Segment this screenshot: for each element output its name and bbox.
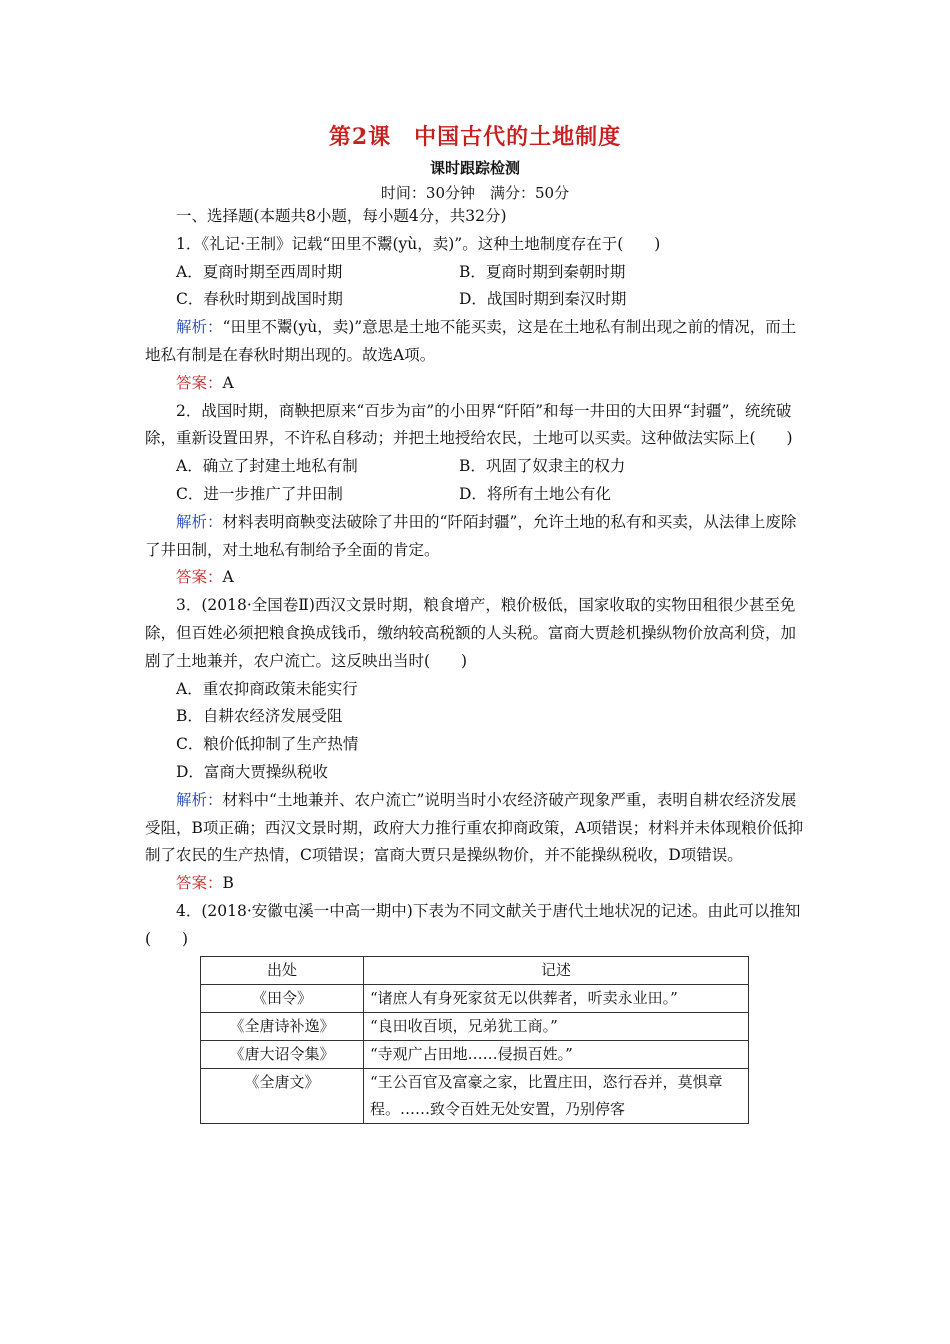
q1-analysis bbox=[145, 314, 810, 370]
answer-label: 答案： bbox=[176, 373, 223, 392]
table-cell-record: “诸庶人有身死家贫无以供葬者，听卖永业田。” bbox=[364, 984, 749, 1012]
q1-stem: 1．《礼记·王制》记载“田里不鬻(yù，卖)”。这种土地制度存在于( ) bbox=[176, 234, 661, 253]
lesson-title: 第2课 中国古代的土地制度 bbox=[328, 124, 622, 150]
q2-analysis-text: 材料表明商鞅变法破除了井田的“阡陌封疆”，允许土地的私有和买卖，从法律上废除了井田制，对土地私有制给予全面的肯定。 bbox=[145, 512, 797, 559]
q2-answer-value: A bbox=[222, 568, 234, 587]
q2-options-row2 bbox=[145, 481, 810, 509]
table-header-source: 出处 bbox=[201, 956, 364, 984]
q3-option-a: A．重农抑商政策未能实行 bbox=[176, 679, 358, 698]
time-score-info: 时间：30分钟 满分：50分 bbox=[380, 184, 570, 202]
table-row bbox=[201, 984, 749, 1012]
table-header-row bbox=[201, 956, 749, 984]
q3-answer bbox=[145, 870, 810, 898]
answer-label: 答案： bbox=[176, 568, 223, 587]
q2-option-a: A．确立了封建土地私有制 bbox=[176, 457, 358, 476]
analysis-label: 解析： bbox=[176, 790, 223, 809]
q1-option-b: B．夏商时期到秦朝时期 bbox=[459, 262, 626, 281]
q1-answer-value: A bbox=[222, 373, 234, 392]
q1-answer bbox=[145, 370, 810, 398]
analysis-label: 解析： bbox=[176, 512, 223, 531]
q2-option-c: C．进一步推广了井田制 bbox=[176, 484, 343, 503]
question-content bbox=[145, 203, 810, 1124]
q3-option-b: B．自耕农经济发展受阻 bbox=[176, 707, 343, 726]
q4-stem: 4．(2018·安徽屯溪一中高一期中)下表为不同文献关于唐代土地状况的记述。由此可以推知( ) bbox=[145, 901, 801, 948]
table-cell-record: “王公百官及富豪之家，比置庄田，恣行吞并，莫惧章程。……致令百姓无处安置，乃别停客 bbox=[364, 1068, 749, 1123]
table-row bbox=[201, 1068, 749, 1123]
q2-answer bbox=[145, 564, 810, 592]
table-row bbox=[201, 1040, 749, 1068]
q1-options-row2 bbox=[145, 286, 810, 314]
q3-analysis bbox=[145, 787, 810, 870]
table-cell-source: 《唐大诏令集》 bbox=[201, 1040, 364, 1068]
subtitle: 课时跟踪检测 bbox=[429, 159, 520, 177]
table-cell-source: 《田令》 bbox=[201, 984, 364, 1012]
q3-answer-value: B bbox=[222, 874, 234, 893]
analysis-label: 解析： bbox=[176, 318, 223, 337]
q4-source-table bbox=[200, 956, 749, 1124]
table-header-record: 记述 bbox=[364, 956, 749, 984]
q1-options-row1 bbox=[145, 259, 810, 287]
section-heading: 一、选择题(本题共8小题，每小题4分，共32分) bbox=[176, 207, 507, 225]
table-cell-record: “良田收百顷，兄弟犹工商。” bbox=[364, 1012, 749, 1040]
q1-option-d: D．战国时期到秦汉时期 bbox=[459, 290, 627, 309]
table-cell-source: 《全唐文》 bbox=[201, 1068, 364, 1123]
table-row bbox=[201, 1012, 749, 1040]
q1-analysis-text: “田里不鬻(yù，卖)”意思是土地不能买卖，这是在土地私有制出现之前的情况，而土地私有制是在春秋时期出现的。故选A项。 bbox=[145, 318, 797, 364]
q1-option-c: C．春秋时期到战国时期 bbox=[176, 290, 343, 309]
q1-option-a: A．夏商时期至西周时期 bbox=[176, 262, 343, 281]
table-cell-source: 《全唐诗补逸》 bbox=[201, 1012, 364, 1040]
q3-stem: 3．(2018·全国卷Ⅱ)西汉文景时期，粮食增产，粮价极低，国家收取的实物田租很少甚至免除，但百姓必须把粮食换成钱币，缴纳较高税额的人头税。富商大贾趁机操纵物价放高利贷，加剧了土地兼并，农户流亡。这反映出当时( ) bbox=[145, 596, 797, 670]
q3-analysis-text: 材料中“土地兼并、农户流亡”说明当时小农经济破产现象严重，表明自耕农经济发展受阻，B项正确；西汉文景时期，政府大力推行重农抑商政策，A项错误；材料并未体现粮价低抑制了农民的生产热情，C项错误；富商大贾只是操纵物价，并不能操纵税收，D项错误。 bbox=[145, 790, 804, 865]
table-cell-record: “寺观广占田地……侵损百姓。” bbox=[364, 1040, 749, 1068]
q2-option-b: B．巩固了奴隶主的权力 bbox=[459, 457, 626, 476]
q2-option-d: D．将所有土地公有化 bbox=[459, 484, 611, 503]
q3-option-d: D．富商大贾操纵税收 bbox=[176, 762, 328, 781]
q3-option-c: C．粮价低抑制了生产热情 bbox=[176, 735, 359, 754]
q2-analysis bbox=[145, 509, 810, 565]
answer-label: 答案： bbox=[176, 874, 223, 893]
q2-options-row1 bbox=[145, 453, 810, 481]
q2-stem: 2．战国时期，商鞅把原来“百步为亩”的小田界“阡陌”和每一井田的大田界“封疆”，统统破除，重新设置田界，不许私自移动；并把土地授给农民，土地可以买卖。这种做法实际上( ) bbox=[145, 401, 793, 448]
